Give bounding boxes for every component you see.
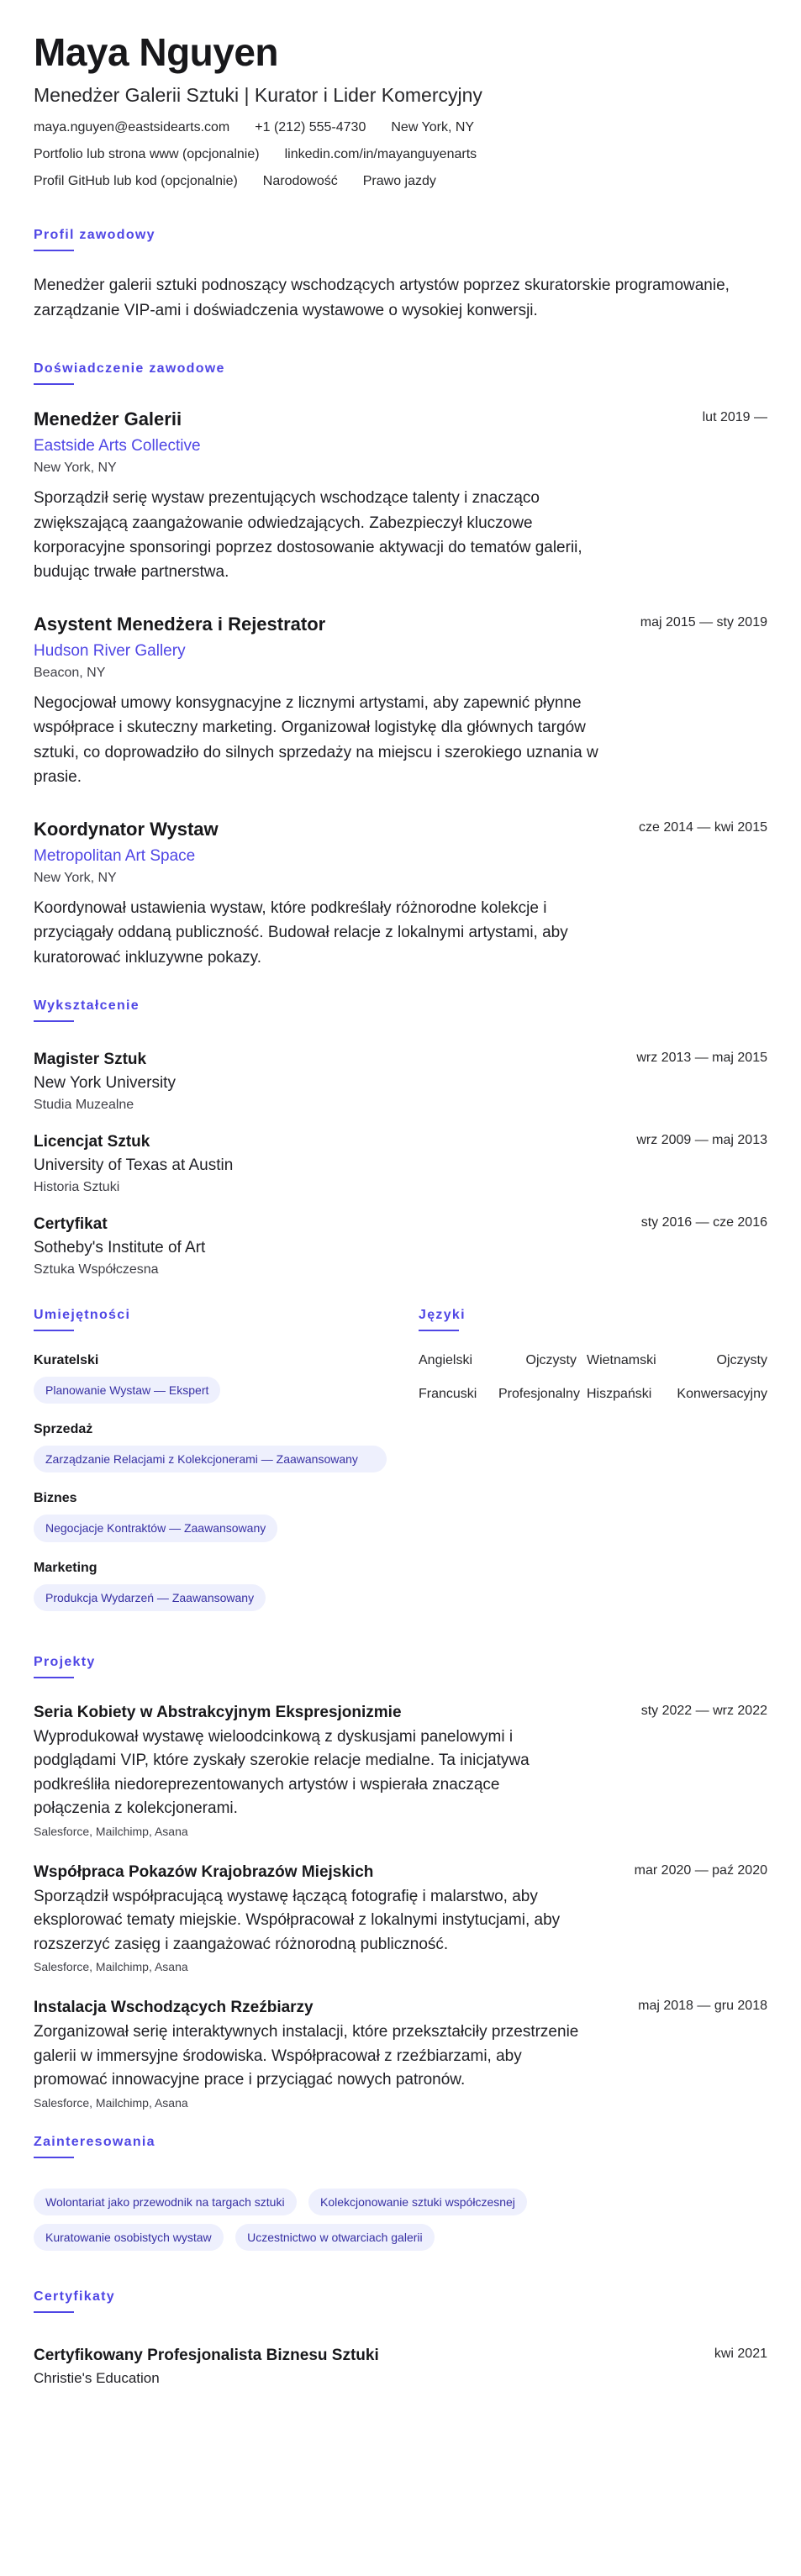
language-name: Angielski — [419, 1352, 473, 1367]
section-title: Profil zawodowy — [34, 228, 155, 243]
field-of-study: Sztuka Współczesna — [34, 1262, 159, 1277]
education-item — [34, 1051, 767, 1113]
section-divider — [34, 383, 74, 385]
driving-license-text: Prawo jazdy — [362, 174, 436, 189]
section-divider — [34, 1020, 74, 1022]
projects-section — [34, 1655, 767, 2110]
job-description: Sporządził serię wystaw prezentujących wschodzące talenty i znacząco zwiększającą zaangażowanie odwiedzających. Zabezpieczył kluczowe korporacyjne sponsoringi poprzez dostosowanie aktywacji do tematów galerii, budując trwałe partnerstwa. — [34, 489, 582, 582]
job-dates: cze 2014 — kwi 2015 — [639, 819, 767, 835]
skill-group — [34, 1561, 387, 1611]
school-name: New York University — [34, 1073, 176, 1092]
section-title: Doświadczenie zawodowe — [34, 361, 225, 377]
skill-groups — [34, 1353, 387, 1611]
school-name: Sotheby's Institute of Art — [34, 1238, 206, 1256]
education-item — [34, 1133, 767, 1195]
degree-name: Licencjat Sztuk — [34, 1132, 150, 1151]
project-dates: mar 2020 — paź 2020 — [634, 1862, 767, 1878]
job-title: Koordynator Wystaw — [34, 818, 219, 840]
skill-category: Marketing — [34, 1560, 97, 1575]
nationality-text: Narodowość — [262, 174, 338, 189]
interest-chip: Kuratowanie osobistych wystaw — [34, 2224, 224, 2251]
project-description: Zorganizował serię interaktywnych instalacji, które przekształciły przestrzenie galerii w immersyjne środowiska. Współpracował z rzeźbiarzami, aby promować innowacyjne prace i przyciągać nowych patronów. — [34, 2023, 579, 2089]
experience-list — [34, 408, 767, 970]
certificate-issuer: Christie's Education — [34, 2370, 160, 2387]
github-link[interactable]: Profil GitHub lub kod (opcjonalnie) — [34, 174, 238, 189]
linkedin-link[interactable]: linkedin.com/in/mayanguyenarts — [284, 147, 477, 162]
project-name: Współpraca Pokazów Krajobrazów Miejskich — [34, 1862, 374, 1881]
projects-list — [34, 1704, 767, 2110]
section-divider — [34, 2157, 74, 2158]
profile-summary: Menedżer galerii sztuki podnoszący wschodzących artystów poprzez skuratorskie programowanie, zarządzanie VIP-ami i doświadczenia wystawowe o wysokiej konwersji. — [34, 277, 730, 319]
education-section — [34, 998, 767, 1277]
resume-header — [34, 32, 767, 189]
section-divider — [34, 250, 74, 251]
phone-number[interactable]: +1 (212) 555-4730 — [255, 120, 366, 135]
section-divider — [34, 2311, 74, 2313]
section-title: Zainteresowania — [34, 2134, 155, 2149]
school-name: University of Texas at Austin — [34, 1156, 234, 1174]
section-divider — [419, 1330, 459, 1331]
interests-list — [34, 2180, 588, 2251]
project-tools: Salesforce, Mailchimp, Asana — [34, 2095, 188, 2110]
field-of-study: Studia Muzealne — [34, 1097, 134, 1112]
project-description: Wyprodukował wystawę wieloodcinkową z dyskusjami panelowymi i podglądami VIP, które zyskały szerokie relacje medialne. Ta inicjatywa podkreśliła niedoreprezentowanych artystów i wspierała znaczące połączenia z kolekcjonerami. — [34, 1727, 530, 1818]
language-name: Hiszpański — [587, 1386, 652, 1401]
language-name: Francuski — [419, 1386, 477, 1401]
location-text: New York, NY — [391, 120, 475, 135]
project-name: Seria Kobiety w Abstrakcyjnym Ekspresjonizmie — [34, 1703, 402, 1721]
job-location: Beacon, NY — [34, 665, 106, 680]
education-item — [34, 1215, 767, 1277]
job-dates: lut 2019 — — [702, 410, 767, 425]
language-level: Konwersacyjny — [677, 1386, 767, 1401]
skill-group — [34, 1353, 387, 1404]
experience-item — [34, 614, 767, 790]
education-dates: wrz 2013 — maj 2015 — [636, 1050, 767, 1065]
section-divider — [34, 1330, 74, 1331]
contact-row-links — [34, 147, 767, 162]
project-name: Instalacja Wschodzących Rzeźbiarzy — [34, 1999, 314, 2017]
job-title: Menedżer Galerii — [34, 408, 182, 430]
project-description: Sporządził współpracującą wystawę łączącą fotografię i malarstwo, aby eksplorować tematy miejskie. Współpracował z lokalnymi instytucjami, aby rozszerzyć zasięg i zaangażować różnorodną publiczność. — [34, 1887, 561, 1953]
interest-chip: Uczestnictwo w otwarciach galerii — [235, 2224, 435, 2251]
section-title: Projekty — [34, 1654, 96, 1669]
language-name: Wietnamski — [587, 1352, 656, 1367]
company-name: Eastside Arts Collective — [34, 437, 201, 456]
degree-name: Certyfikat — [34, 1214, 108, 1233]
interest-chip: Wolontariat jako przewodnik na targach sztuki — [34, 2189, 297, 2215]
skill-group — [34, 1422, 387, 1472]
job-dates: maj 2015 — sty 2019 — [640, 614, 767, 630]
degree-name: Magister Sztuk — [34, 1050, 147, 1068]
email-link[interactable]: maya.nguyen@eastsidearts.com — [34, 120, 230, 135]
skills-section — [34, 1308, 387, 1630]
certificates-section — [34, 2289, 767, 2387]
skill-group — [34, 1491, 387, 1541]
skill-category: Biznes — [34, 1491, 77, 1506]
section-title: Certyfikaty — [34, 2289, 116, 2305]
job-location: New York, NY — [34, 870, 117, 885]
project-dates: maj 2018 — gru 2018 — [638, 1999, 767, 2014]
contact-row-extra — [34, 174, 767, 189]
certificate-name: Certyfikowany Profesjonalista Biznesu Sztuki — [34, 2347, 379, 2365]
languages-section — [419, 1308, 767, 1630]
section-title: Umiejętności — [34, 1307, 131, 1322]
project-tools: Salesforce, Mailchimp, Asana — [34, 1824, 188, 1838]
candidate-name: Maya Nguyen — [34, 30, 279, 74]
skills-languages-row — [34, 1308, 767, 1630]
section-title: Języki — [419, 1307, 466, 1322]
interest-chip: Kolekcjonowanie sztuki współczesnej — [308, 2189, 527, 2215]
website-link[interactable]: Portfolio lub strona www (opcjonalnie) — [34, 147, 260, 162]
project-dates: sty 2022 — wrz 2022 — [640, 1703, 767, 1718]
experience-section — [34, 361, 767, 970]
education-dates: sty 2016 — cze 2016 — [640, 1214, 767, 1230]
company-name: Metropolitan Art Space — [34, 846, 196, 865]
skill-category: Kuratelski — [34, 1352, 99, 1367]
section-title: Wykształcenie — [34, 998, 140, 1013]
certificate-item — [34, 2347, 767, 2387]
company-name: Hudson River Gallery — [34, 641, 186, 660]
field-of-study: Historia Sztuki — [34, 1179, 120, 1194]
skill-chip: Planowanie Wystaw — Ekspert — [34, 1377, 220, 1404]
language-level: Profesjonalny — [498, 1386, 580, 1401]
job-description: Negocjował umowy konsygnacyjne z licznymi artystami, aby zapewnić płynne współprace i skuteczny marketing. Organizował logistykę dla głównych targów sztuki, co doprowadziło do silnych sprzedaży na miejscu i szerokiego uznania w prasie. — [34, 693, 598, 787]
section-divider — [34, 1677, 74, 1678]
education-list — [34, 1051, 767, 1277]
contact-row-primary — [34, 120, 767, 135]
skill-chip: Zarządzanie Relacjami z Kolekcjonerami — Zaawansowany — [34, 1446, 387, 1472]
languages-grid — [419, 1353, 767, 1402]
interests-section — [34, 2135, 767, 2251]
experience-item — [34, 819, 767, 970]
certificate-date: kwi 2021 — [714, 2347, 767, 2362]
language-level: Ojczysty — [716, 1352, 767, 1367]
job-description: Koordynował ustawienia wystaw, które podkreślały różnorodne kolekcje i przyciągały oddaną publiczność. Budował relacje z lokalnymi artystami, aby kuratorować inkluzywne pokazy. — [34, 898, 568, 967]
project-item — [34, 1999, 767, 2110]
project-item — [34, 1704, 767, 1838]
skill-chip: Negocjacje Kontraktów — Zaawansowany — [34, 1515, 277, 1541]
job-location: New York, NY — [34, 461, 117, 476]
experience-item — [34, 408, 767, 585]
skill-chip: Produkcja Wydarzeń — Zaawansowany — [34, 1584, 266, 1611]
profile-section — [34, 228, 767, 323]
job-title: Asystent Menedżera i Rejestrator — [34, 613, 326, 635]
project-item — [34, 1863, 767, 1974]
education-dates: wrz 2009 — maj 2013 — [636, 1132, 767, 1147]
candidate-headline: Menedżer Galerii Sztuki | Kurator i Lider Komercyjny — [34, 84, 482, 107]
language-level: Ojczysty — [525, 1352, 577, 1367]
skill-category: Sprzedaż — [34, 1422, 93, 1437]
project-tools: Salesforce, Mailchimp, Asana — [34, 1960, 188, 1974]
